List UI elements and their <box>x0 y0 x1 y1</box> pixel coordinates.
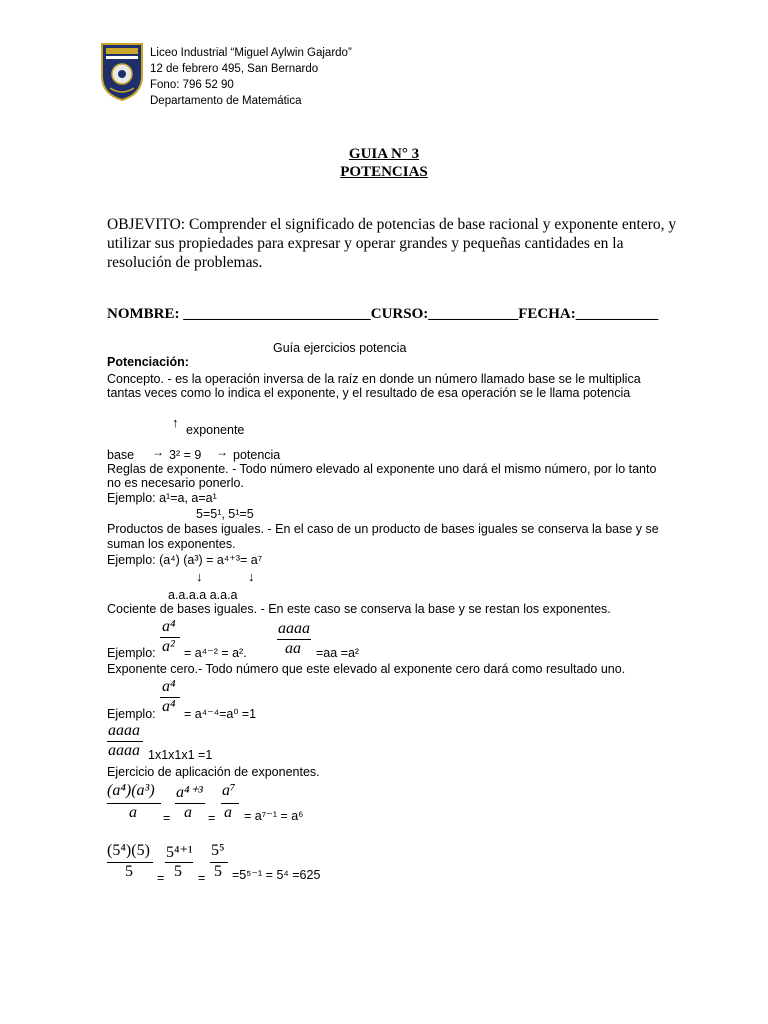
concept-line-2: tantas veces como lo indica el exponente, y el resultado de esa operación se le llama potencia <box>107 386 631 400</box>
rule1-example-2: 5=5¹, 5¹=5 <box>196 507 254 521</box>
objective-line-1: OBJEVITO: Comprender el significado de potencias de base racional y exponente entero, y <box>107 216 677 233</box>
ex1-equals-1: = <box>163 811 171 825</box>
rule4-numerator: a⁴ <box>162 678 176 695</box>
ex1-result: = a⁷⁻¹ = a⁶ <box>244 809 304 823</box>
rule4-ejemplo: Ejemplo: <box>107 707 156 721</box>
ex2-denominator-2: 5 <box>174 863 182 880</box>
base-label: base <box>107 448 135 462</box>
down-arrow-icon-2: ↓ <box>248 569 255 584</box>
ex1-numerator-2: a⁴⁺³ <box>176 784 203 801</box>
rule4-denominator-2: aaaa <box>108 742 140 759</box>
ex2-numerator-3: 5⁵ <box>211 842 225 859</box>
school-logo <box>100 42 144 102</box>
school-department: Departamento de Matemática <box>150 95 302 107</box>
power-label: potencia <box>233 448 281 462</box>
right-arrow-icon: → <box>152 445 164 459</box>
rule3-result: = a⁴⁻² = a². <box>184 646 247 660</box>
ex2-numerator-1: (5⁴)(5) <box>107 842 150 859</box>
ex2-denominator-3: 5 <box>214 863 222 880</box>
rule4-numerator-2: aaaa <box>108 722 140 739</box>
ex2-numerator-2: 5⁴⁺¹ <box>166 844 193 861</box>
power-equation: 3² = 9 <box>169 448 202 462</box>
ex1-denominator-1: a <box>129 804 137 821</box>
application-title: Ejercicio de aplicación de exponentes. <box>107 765 320 779</box>
ex1-equals-2: = <box>208 811 216 825</box>
rule3-result-2: =aa =a² <box>316 646 360 660</box>
rule1-line-2: no es necesario ponerlo. <box>107 476 244 490</box>
rule3-denominator-2: aa <box>285 640 301 657</box>
rule1-example: Ejemplo: a¹=a, a=a¹ <box>107 491 217 505</box>
ex1-denominator-2: a <box>184 804 192 821</box>
rule2-expansion: a.a.a.a a.a.a <box>168 588 238 602</box>
rule3-numerator-2: aaaa <box>278 620 310 637</box>
school-address: 12 de febrero 495, San Bernardo <box>150 63 319 75</box>
up-arrow-icon: ↑ <box>172 415 179 430</box>
rule2-line-2: suman los exponentes. <box>107 537 236 551</box>
rule4-line-1: Exponente cero.- Todo número que este elevado al exponente cero dará como resultado uno. <box>107 662 626 676</box>
objective-line-3: resolución de problemas. <box>107 254 263 271</box>
school-name: Liceo Industrial “Miguel Aylwin Gajardo” <box>150 47 352 59</box>
rule2-line-1: Productos de bases iguales. - En el caso de un producto de bases iguales se conserva la base y se <box>107 522 659 536</box>
rule4-denominator: a⁴ <box>162 698 176 715</box>
rule2-example: Ejemplo: (a⁴) (a³) = a⁴⁺³= a⁷ <box>107 553 263 567</box>
down-arrow-icon: ↓ <box>196 569 203 584</box>
rule4-result: = a⁴⁻⁴=a⁰ =1 <box>184 707 257 721</box>
student-fields: NOMBRE: _________________________CURSO:____________FECHA:___________ <box>107 306 659 322</box>
guide-number: GUIA N° 3 <box>348 146 420 162</box>
rule3-ejemplo: Ejemplo: <box>107 646 156 660</box>
rule3-line-1: Cociente de bases iguales. - En este caso se conserva la base y se restan los exponentes. <box>107 602 611 616</box>
ex1-denominator-3: a <box>224 804 232 821</box>
rule1-line-1: Reglas de exponente. - Todo número elevado al exponente uno dará el mismo número, por lo tanto <box>107 462 657 476</box>
guide-topic: POTENCIAS <box>340 164 428 180</box>
objective-line-2: utilizar sus propiedades para expresar y operar grandes y pequeñas cantidades en la <box>107 235 624 252</box>
ex1-numerator-1: (a⁴)(a³) <box>107 782 155 799</box>
right-arrow-icon-2: → <box>216 445 228 459</box>
guide-subtitle: Guía ejercicios potencia <box>273 341 407 355</box>
rule4-result-2: 1x1x1x1 =1 <box>148 748 213 762</box>
rule3-denominator: a² <box>162 638 175 655</box>
section-title: Potenciación: <box>107 355 189 369</box>
ex1-numerator-3: a⁷ <box>222 782 236 799</box>
exponent-label: exponente <box>186 423 245 437</box>
ex2-result: =5⁵⁻¹ = 5⁴ =625 <box>232 868 321 882</box>
concept-line-1: Concepto. - es la operación inversa de la raíz en donde un número llamado base se le multiplica <box>107 372 641 386</box>
ex2-denominator-1: 5 <box>125 863 133 880</box>
rule3-numerator: a⁴ <box>162 618 176 635</box>
school-phone: Fono: 796 52 90 <box>150 79 234 91</box>
ex2-equals-2: = <box>198 871 206 885</box>
ex2-equals-1: = <box>157 871 165 885</box>
